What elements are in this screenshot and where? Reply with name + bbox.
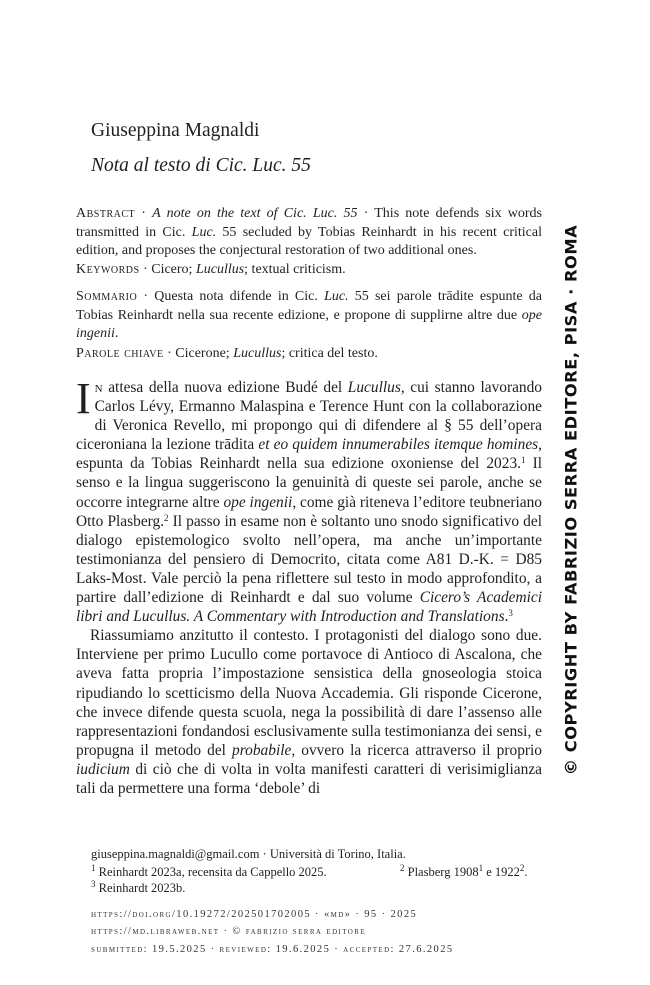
body-book-title: Cicero’s Academici libri and Lucullus. A Commentary with Introduction and Translations [76,589,542,626]
keywords-text: Lucullus [195,262,245,277]
footnote-text: 1 [478,863,484,873]
author-name: Giuseppina Magnaldi [91,120,260,141]
abstract-separator: · [135,206,153,221]
footnote-2 [400,864,528,880]
footnote-ref[interactable]: 3 [508,608,513,619]
sommario-text: · Questa nota difende in Cic. [137,289,325,304]
body-text: probabile [232,741,292,759]
copyright-notice [559,0,583,985]
parole-text: · Cicerone; [163,346,234,361]
keywords-label: Keywords [76,262,140,277]
parole-text: Lucullus [233,346,282,361]
sommario-text: . [114,326,119,341]
article-title: Nota al testo di Cic. Luc. 55 [91,155,311,176]
doi-link[interactable]: https://doi.org/10.19272/202501702005 · «md» · 95 · 2025 [91,909,418,920]
body-text: Lucullus [347,379,401,396]
footnote-number: 3 [91,879,96,889]
body-text: ope ingenii [223,493,293,511]
footnote-3 [91,880,185,896]
copyright-text: © COPYRIGHT BY FABRIZIO SERRA EDITORE, PISA · ROMA [561,224,581,776]
body-text: di ciò che di volta in volta manifesti caratteri di verisimiglianza tali da permettere una forma ‘debole’ di [76,760,542,797]
sommario-label: Sommario [76,289,138,304]
abstract-label: Abstract [76,206,136,221]
body-text: , come già riteneva l’editore teubneriano Otto Plasberg. [76,493,542,530]
footnote-text: Reinhardt 2023b. [98,881,186,895]
website-link[interactable]: https://md.libraweb.net · © fabrizio serra editore [91,926,367,937]
abstract-english [76,205,542,261]
abstract-text: This note defends six words transmitted in Cic. [76,206,542,240]
keywords-english [76,261,542,280]
parole-label: Parole chiave [76,346,164,361]
body-quote: et eo quidem innumerabiles itemque homines [258,436,539,454]
body-text: , cui stanno lavorando Carlos Lévy, Ermanno Malaspina e Terence Hunt con la collaborazione di Veronica Revello, mi propongo qui di difendere al § 55 dell’opera ciceroniana la lezione trādita [76,379,542,454]
body-paragraph [76,626,542,798]
body-paragraph [76,374,542,626]
footnote-text: e 1922 [483,865,520,879]
abstract-title: A note on the text of Cic. Luc. 55 [152,206,358,221]
body-text: n [94,379,103,396]
footnote-1-2 [91,864,541,880]
parole-chiave [76,345,542,364]
footnote-ref[interactable]: 2 [164,512,169,523]
footnote-ref[interactable]: 1 [521,455,526,466]
body-text: , ovvero la ricerca attraverso il proprio [291,741,542,759]
drop-cap: I [76,374,91,423]
body-text: Il passo in esame non è soltanto uno snodo significativo del dialogo epistemologico svolto nell’opera, ma anche un’importante testimonianza del pensiero di Democrito, citata come A81 D.-K. = D85 Laks-Most. Vale perciò la pena riflettere sul testo in modo approfondito, a partire dall’edizione di Reinhardt e dal suo volume [76,512,542,607]
sommario-text: ope ingenii [76,307,542,341]
body-text: , espunta da Tobias Reinhardt nella sua edizione oxoniense del 2023. [76,436,542,473]
abstract-separator: · [357,206,375,221]
article-body [76,374,542,798]
abstract-text: 55 secluded by Tobias Reinhardt in his recent critical edition, and proposes the conjectural restoration of two additional ones. [76,224,542,258]
body-text: Riassumiamo anzitutto il contesto. I protagonisti del dialogo sono due. Interviene per primo Lucullo come portavoce di Antioco di Ascalona, che aveva fatta propria l’impostazione sensistica della gnoseologia stoica ripudiando lo scetticismo della Nuova Accademia. Gli risponde Cicerone, che invece difende questa scuola, nega la possibilità di dare l’assenso alle rappresentazioni fondandosi esclusivamente sulla testimonianza dei sensi, e propugna il metodo del [76,627,542,759]
sommario-text: Luc. [324,289,349,304]
keywords-text: ; textual criticism. [244,262,346,277]
footnote-text: . [524,865,528,879]
body-text: Il senso e la lingua suggeriscono la genuinità di queste sei parole, anche se occorre integrarne altre [76,455,542,511]
footnote-1 [91,865,327,879]
body-text: . [504,608,509,626]
author-contact: giuseppina.magnaldi@gmail.com · Università di Torino, Italia. [91,847,406,861]
keywords-text: · Cicero; [139,262,196,277]
abstract-text: Luc. [191,224,217,240]
body-text: iudicium [76,760,130,778]
footnote-text: 2 [519,863,525,873]
footnote-text: Reinhardt 2023a, recensita da Cappello 2025. [98,865,327,879]
footnote-number: 1 [91,863,96,873]
sommario-italian [76,288,542,344]
body-text: attesa della nuova edizione Budé del [102,379,348,396]
parole-text: ; critica del testo. [281,346,378,361]
footnote-text: Plasberg 1908 [407,865,479,879]
footnote-number: 2 [400,863,405,873]
submission-dates: submitted: 19.5.2025 · reviewed: 19.6.2025 · accepted: 27.6.2025 [91,944,454,955]
sommario-text: 55 sei parole trādite espunte da Tobias Reinhardt nella sua recente edizione, e propone di supplirne altre due [76,289,543,323]
